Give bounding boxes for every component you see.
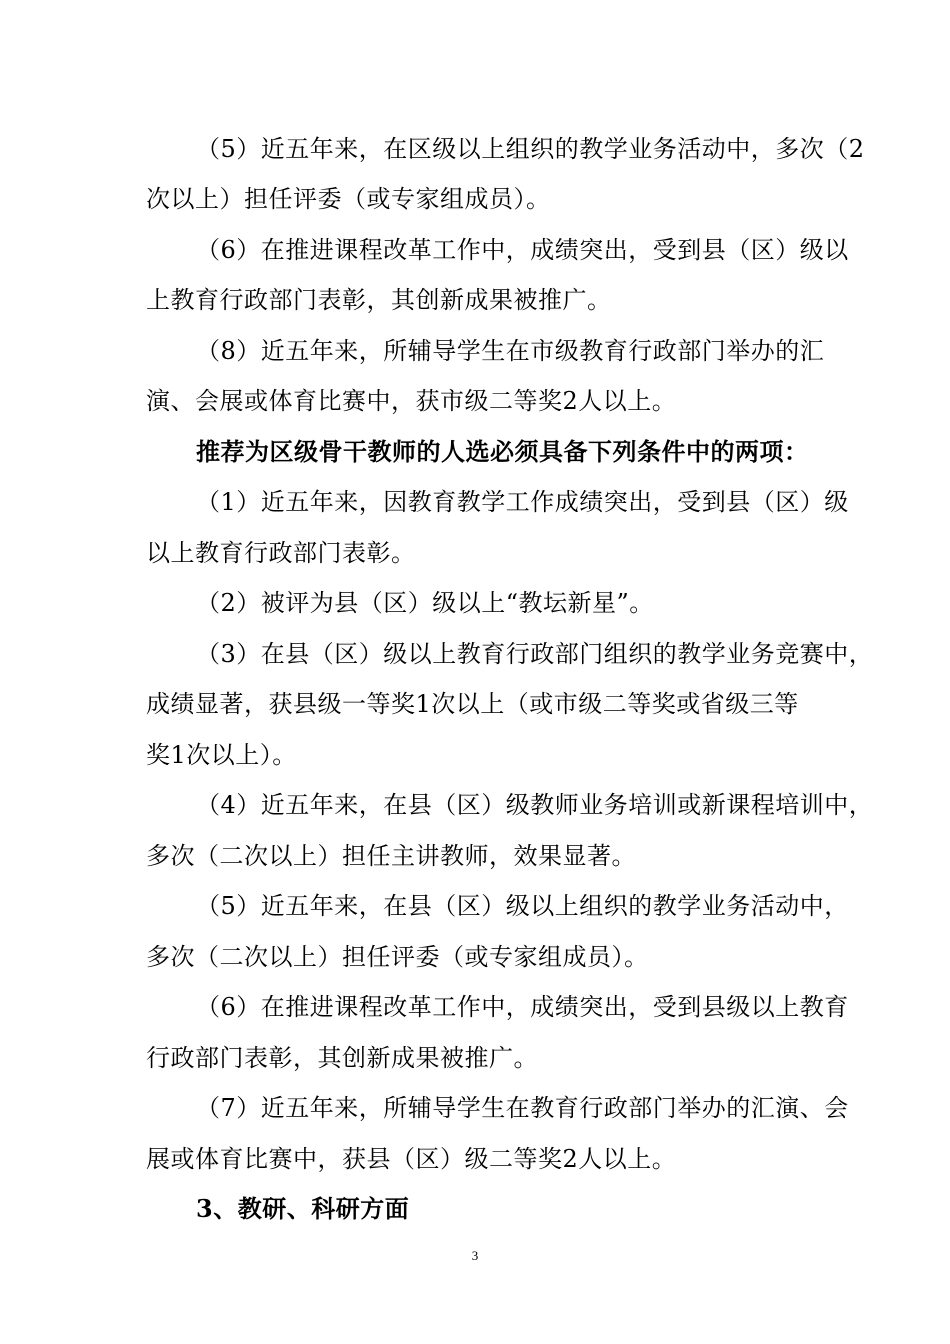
paragraph-line: 行政部门表彰，其创新成果被推广。 bbox=[146, 1044, 538, 1072]
section-heading: 3、教研、科研方面 bbox=[196, 1194, 410, 1223]
paragraph-line: （7）近五年来，所辅导学生在教育行政部门举办的汇演、会 bbox=[196, 1094, 849, 1122]
paragraph-line: （8）近五年来，所辅导学生在市级教育行政部门举办的汇 bbox=[196, 337, 825, 365]
paragraph-line: 以上教育行政部门表彰。 bbox=[146, 539, 416, 567]
paragraph-line: 奖1次以上）。 bbox=[146, 741, 297, 769]
paragraph-line: 演、会展或体育比赛中，获市级二等奖2人以上。 bbox=[146, 387, 677, 415]
paragraph-line: 展或体育比赛中，获县（区）级二等奖2人以上。 bbox=[146, 1145, 677, 1173]
paragraph-line: 多次（二次以上）担任主讲教师，效果显著。 bbox=[146, 842, 636, 870]
page-number: 3 bbox=[471, 1248, 479, 1263]
paragraph-line: （2）被评为县（区）级以上“教坛新星”。 bbox=[196, 589, 654, 617]
paragraph-line: （1）近五年来，因教育教学工作成绩突出，受到县（区）级 bbox=[196, 488, 849, 516]
paragraph-line: 多次（二次以上）担任评委（或专家组成员）。 bbox=[146, 943, 649, 971]
paragraph-line: （4）近五年来，在县（区）级教师业务培训或新课程培训中， bbox=[196, 791, 874, 819]
section-heading: 推荐为区级骨干教师的人选必须具备下列条件中的两项： bbox=[196, 437, 809, 466]
paragraph-line: （6）在推进课程改革工作中，成绩突出，受到县（区）级以 bbox=[196, 236, 849, 264]
paragraph-line: （3）在县（区）级以上教育行政部门组织的教学业务竞赛中， bbox=[196, 640, 874, 668]
paragraph-line: （5）近五年来，在区级以上组织的教学业务活动中，多次（2 bbox=[196, 135, 865, 163]
paragraph-line: （6）在推进课程改革工作中，成绩突出，受到县级以上教育 bbox=[196, 993, 849, 1021]
paragraph-line: 上教育行政部门表彰，其创新成果被推广。 bbox=[146, 286, 612, 314]
paragraph-line: （5）近五年来，在县（区）级以上组织的教学业务活动中， bbox=[196, 892, 849, 920]
paragraph-line: 次以上）担任评委（或专家组成员）。 bbox=[146, 185, 551, 213]
paragraph-line: 成绩显著，获县级一等奖1次以上（或市级二等奖或省级三等 bbox=[146, 690, 799, 718]
